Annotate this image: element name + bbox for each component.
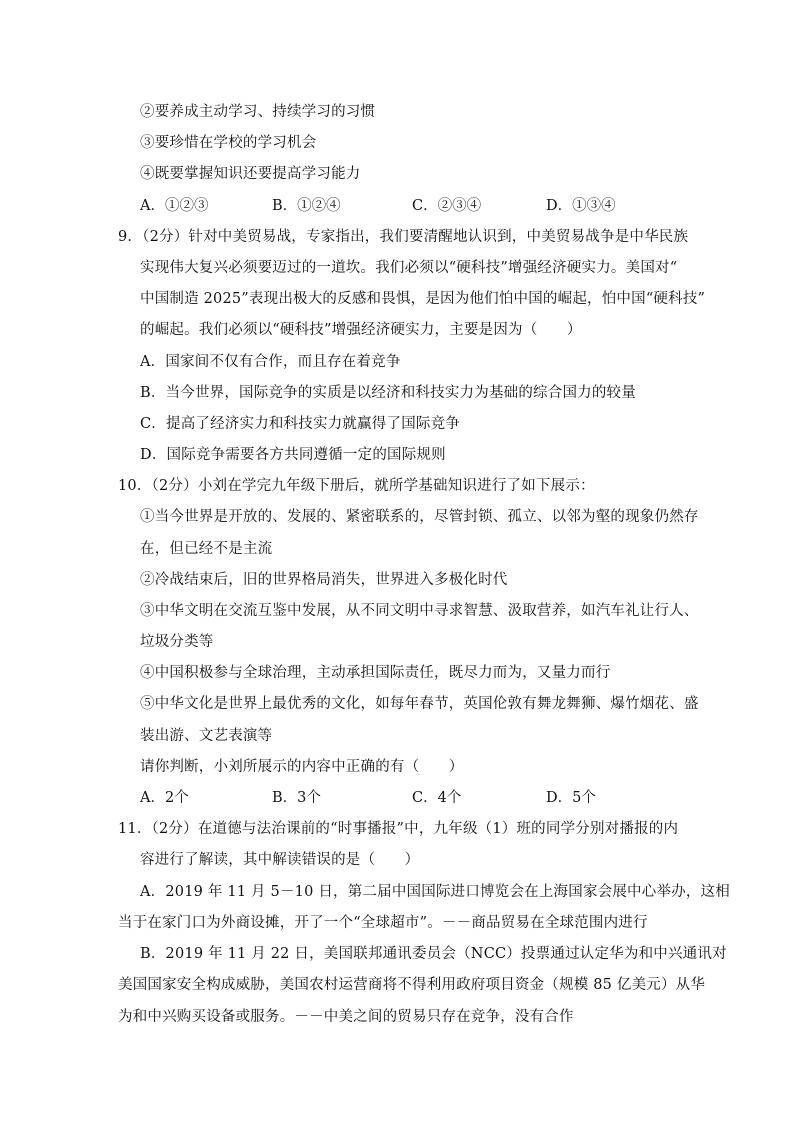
q10-option-c: C．4个	[412, 790, 462, 806]
q9-stem-line-4: 的崛起。我们必须以“硬科技”增强经济硬实力，主要是因为（ ）	[140, 322, 582, 338]
q10-option-a: A．2个	[140, 790, 189, 806]
q11-stem-line-1: 11．（2分）在道德与法治课前的“时事播报”中，九年级（1）班的同学分别对播报的内	[118, 821, 679, 837]
q8-item-3: ③要珍惜在学校的学习机会	[140, 135, 317, 151]
q11-option-b-line-3: 为和中兴购买设备或服务。－－中美之间的贸易只存在竞争，没有合作	[118, 1009, 574, 1025]
q9-stem-line-1: 9．（2分）针对中美贸易战，专家指出，我们要清醒地认识到，中美贸易战争是中华民族	[118, 229, 689, 245]
q11-stem-line-2: 容进行了解读，其中解读错误的是（ ）	[140, 852, 420, 868]
q11-option-b-line-1: B．2019 年 11 月 22 日，美国联邦通讯委员会（NCC）投票通过认定华为和中兴通讯对	[140, 946, 727, 962]
q10-stem: 10．（2分）小刘在学完九年级下册后，就所学基础知识进行了如下展示：	[118, 478, 595, 494]
q9-option-c: C．提高了经济实力和科技实力就赢得了国际竞争	[140, 416, 460, 432]
q11-option-b-line-2: 美国国家安全构成威胁，美国农村运营商将不得利用政府项目资金（规模 85 亿美元）从华	[118, 977, 706, 993]
q10-item-3-line-1: ③中华文明在交流互鉴中发展，从不同文明中寻求智慧、汲取营养，如汽车礼让行人、	[140, 603, 699, 619]
q11-option-a-line-2: 当于在家门口为外商设摊，开了一个“全球超市”。－－商品贸易在全球范围内进行	[118, 915, 648, 931]
q9-stem-line-3: 中国制造 2025”表现出极大的反感和畏惧，是因为他们怕中国的崛起，怕中国“硬科技”	[140, 291, 706, 307]
q10-item-3-line-2: 垃圾分类等	[140, 634, 214, 650]
q8-option-c: C．②③④	[412, 198, 482, 214]
q10-option-b: B．3个	[272, 790, 321, 806]
q10-item-1-line-2: 在，但已经不是主流	[140, 541, 273, 557]
q10-question: 请你判断，小刘所展示的内容中正确的有（ ）	[140, 759, 464, 775]
q9-option-b: B．当今世界，国际竞争的实质是以经济和科技实力为基础的综合国力的较量	[140, 385, 636, 401]
q8-option-d: D．①③④	[546, 198, 616, 214]
q10-item-4: ④中国积极参与全球治理，主动承担国际责任，既尽力而为，又量力而行	[140, 665, 611, 681]
q10-option-d: D．5个	[546, 790, 596, 806]
q9-option-a: A．国家间不仅有合作，而且存在着竞争	[140, 354, 401, 370]
q10-item-5-line-2: 装出游、文艺表演等	[140, 728, 273, 744]
q10-item-5-line-1: ⑤中华文化是世界上最优秀的文化，如每年春节，英国伦敦有舞龙舞狮、爆竹烟花、盛	[140, 696, 699, 712]
q10-item-1-line-1: ①当今世界是开放的、发展的、紧密联系的，尽管封锁、孤立、以邻为壑的现象仍然存	[140, 509, 699, 525]
q9-stem-line-2: 实现伟大复兴必须要迈过的一道坎。我们必须以“硬科技”增强经济硬实力。美国对“	[140, 260, 678, 276]
q8-option-b: B．①②④	[272, 198, 341, 214]
q9-option-d: D．国际竞争需要各方共同遵循一定的国际规则	[140, 447, 446, 463]
q8-option-a: A．①②③	[140, 198, 209, 214]
q11-option-a-line-1: A．2019 年 11 月 5－10 日，第二届中国国际进口博览会在上海国家会展中心举办，这相	[140, 884, 730, 900]
q8-item-2: ②要养成主动学习、持续学习的习惯	[140, 104, 376, 120]
q10-item-2: ②冷战结束后，旧的世界格局消失，世界进入多极化时代	[140, 572, 508, 588]
q8-item-4: ④既要掌握知识还要提高学习能力	[140, 166, 361, 182]
